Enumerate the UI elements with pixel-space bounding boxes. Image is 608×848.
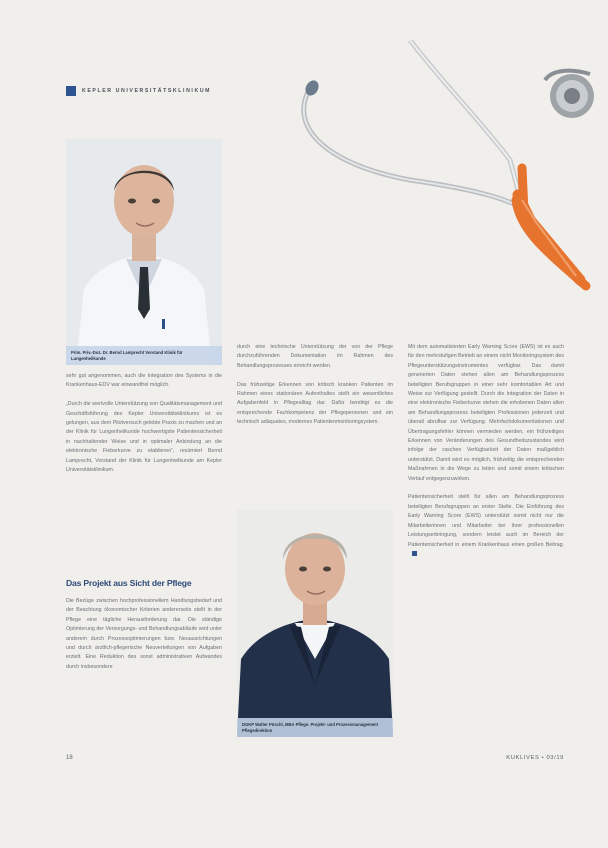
brand-square-icon — [66, 86, 76, 96]
article-column-1-top — [66, 372, 222, 485]
org-name: KEPLER UNIVERSITÄTSKLINIKUM — [82, 88, 212, 94]
portrait-photo-lamprecht — [66, 139, 222, 365]
article-column-1-bottom — [66, 597, 222, 682]
paragraph: sehr gut angenommen, auch die Integration des Systems in die Krankenhaus-EDV war einwandfrei möglich. — [66, 373, 222, 389]
article-column-2 — [237, 343, 393, 437]
photo-caption: DGKP Walter Pöschl, MBA Pflege. Projekt- und Prozessmanagement Pflegedirektion — [237, 718, 393, 737]
paragraph-final — [408, 493, 564, 559]
article-column-3 — [408, 343, 564, 569]
portrait-image — [66, 139, 222, 365]
end-of-article-icon — [412, 551, 417, 556]
paragraph-text: Patientensicherheit stellt für allen am Behandlungsprozess beteiligten Berufsgruppen an erster Stelle. Die Einführung des Early Warning Score (EWS) unterstützt somit nicht nur die Mitarbeiterinnen und Mitarbeiter bei ihrer professionellen Leistungserbringung, sondern leistet auch im Bereich der Patientensicherheit in einem Krankenhaus einen großen Beitrag. — [408, 494, 564, 548]
section-heading: Das Projekt aus Sicht der Pflege — [66, 578, 192, 588]
portrait-image — [237, 509, 393, 737]
paragraph: „Durch die wertvolle Unterstützung von Qualitätsmanagement und Geschäftsführung des Kepler Universitätsklinikums ist es gelungen, aus dem Pilotversuch gelebte Praxis zu machen und an der Klinik für Lungenheilkunde hochwertigste Patientensicherheit in nachhaltender Weise und in optimaler Anbindung an die elektronische Fieberkurve zu etablieren“, resümiert Bernd Lamprecht, Vorstand der Klinik für Lungenheilkunde am Kepler Universitätsklinikum. — [66, 401, 222, 474]
paragraph: Die Bezüge zwischen hochprofessionellem Handlungsbedarf und der Beachtung ökonomischer Kriterien andererseits stellt in der Pflege eine tägliche Herausforderung dar. Die ständige Optimierung der Versorgungs- und Behandlungsabläufe wird unter anderem durch Prozessoptimierungen bzw. Neuausrichtungen und durch ärztlich-pflegerische Neuverteilungen von Aufgaben erzielt. Eine Reduktion des sonst administrativen Aufwandes durch insbesondere — [66, 598, 222, 670]
portrait-photo-poeschl — [237, 509, 393, 737]
page-header — [66, 86, 211, 96]
paragraph: Das frühzeitige Erkennen von kritisch kranken Patienten im Rahmen eines stationären Aufenthaltes stellt ein wesentliches Aufgabenfeld in Pflegealltag dar. Dafür benötigt es die entsprechende Fachkompetenz der Pflegepersonen und ein technisch adäquates, modernes Patientenmonitoringsystem. — [237, 381, 393, 426]
paragraph: Mit dem automatisierten Early Warning Score (EWS) ist es auch für den mehrstufigen Betrieb an einem nicht Monitoringsystem des Pflegeunterstützungsinstrumentes verfügbar. Das damit generierten Daten stehen allen am Behandlungsprozess beteiligten Berufsgruppen in einer sehr komfortablen Art und Weise zur Verfügung gestellt. Durch die Integration der Daten in eine elektronische Fieberkurve stehen die erhobenen Daten allen am Behandlungsprozess beteiligten Professionen jederzeit und überall abrufbar zur Verfügung. Mehrfachdokumentationen und Übertragungsfehler können vermieden werden, ein frühzeitiges Erkennen von Veränderungen des Gesundheitszustandes wird infolge der raschen Verfügbarkeit der Daten maßgeblich unterstützt. Damit wird es möglich, frühzeitig die entsprechenden Maßnahmen in die Wege zu leiten und somit einem kritischen Verlauf entgegenzuwirken. — [408, 344, 564, 482]
stethoscope-image — [290, 40, 608, 300]
photo-caption: Prim. Priv.-Doz. Dr. Bernd Lamprecht Vorstand Klinik für Lungenheilkunde — [66, 346, 222, 365]
paragraph: durch eine technische Unterstützung der von der Pflege durchzuführenden Dokumentation im Rahmen des Behandlungsprozesses erreicht werden. — [237, 344, 393, 369]
page-number: 18 — [66, 755, 73, 761]
magazine-issue: KUKLIVES • 03/19 — [506, 755, 564, 761]
